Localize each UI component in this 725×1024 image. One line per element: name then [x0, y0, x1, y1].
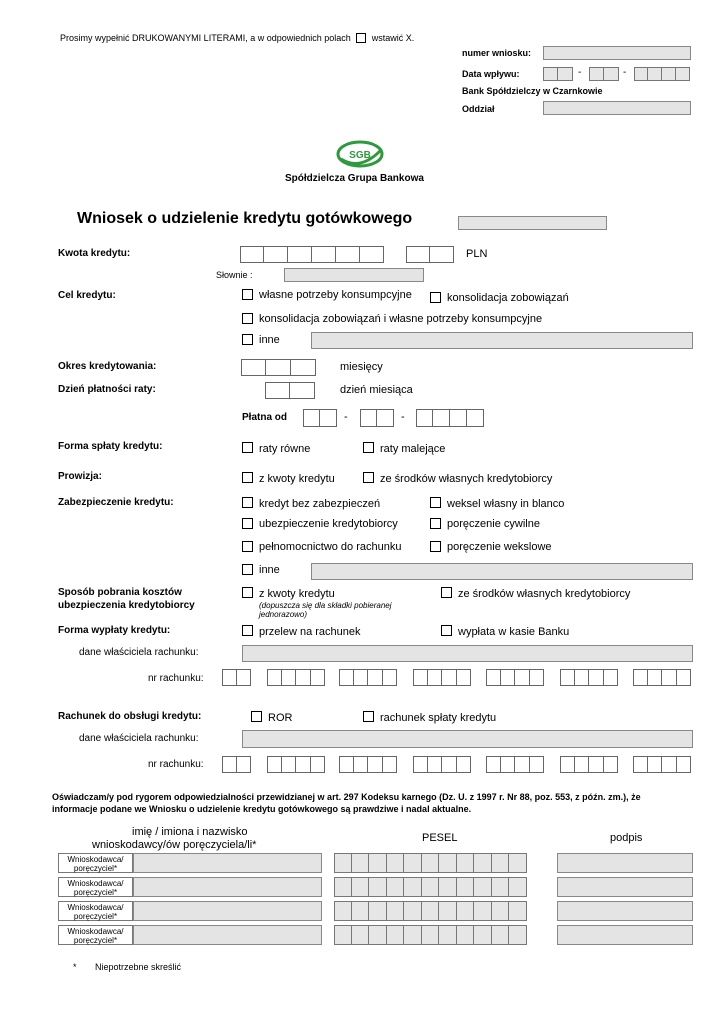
zab-opt6-label: poręczenie wekslowe: [447, 541, 552, 553]
platna-od-day[interactable]: [303, 409, 337, 427]
prowizja-opt2-label: ze środków własnych kredytobiorcy: [380, 473, 553, 485]
zab-opt5-checkbox[interactable]: [242, 541, 253, 552]
oddzial-input[interactable]: [543, 101, 691, 115]
sposob-label2: ubezpieczenia kredytobiorcy: [58, 600, 195, 611]
rachunek-dane-input[interactable]: [242, 730, 693, 748]
pesel-input[interactable]: [334, 877, 527, 897]
przelew-checkbox[interactable]: [242, 625, 253, 636]
przelew-label: przelew na rachunek: [259, 626, 361, 638]
kasa-label: wypłata w kasie Banku: [458, 626, 570, 638]
okres-input[interactable]: [241, 359, 316, 376]
date-dash: -: [623, 67, 627, 78]
sposob-note2: jednorazowo): [259, 610, 308, 619]
signature-row-label: [58, 925, 133, 945]
logo-name: Spółdzielcza Grupa Bankowa: [285, 173, 424, 184]
zab-opt1-checkbox[interactable]: [242, 497, 253, 508]
signer-name-input[interactable]: [133, 853, 322, 873]
zab-opt3-checkbox[interactable]: [242, 518, 253, 529]
date-dash: -: [344, 411, 348, 423]
rachunek-splaty-label: rachunek spłaty kredytu: [380, 712, 497, 724]
row-label-line2: poręczyciel*: [73, 864, 118, 873]
cel-opt4-checkbox[interactable]: [242, 334, 253, 345]
kwota-grosze-input[interactable]: [406, 246, 454, 263]
zab-inne-input[interactable]: [311, 563, 693, 580]
prowizja-label: Prowizja:: [58, 471, 102, 482]
pesel-input[interactable]: [334, 925, 527, 945]
slownie-label: Słownie :: [216, 270, 253, 280]
raty-malejace-checkbox[interactable]: [363, 442, 374, 453]
data-wplywu-day[interactable]: [543, 67, 573, 81]
row-label-line2: poręczyciel*: [73, 888, 118, 897]
zab-opt4-label: poręczenie cywilne: [447, 518, 540, 530]
footnote-bullet: *: [73, 962, 77, 972]
sposob-label1: Sposób pobrania kosztów: [58, 587, 182, 598]
row-label-line1: Wnioskodawca/: [67, 903, 124, 912]
sposob-opt2-label: ze środków własnych kredytobiorcy: [458, 588, 631, 600]
kasa-checkbox[interactable]: [441, 625, 452, 636]
sposob-opt1-checkbox[interactable]: [242, 587, 253, 598]
zab-opt3-label: ubezpieczenie kredytobiorcy: [259, 518, 398, 530]
platna-od-label: Płatna od: [242, 412, 288, 423]
cel-opt1-label: własne potrzeby konsumpcyjne: [259, 289, 412, 301]
account-digit-group[interactable]: [222, 669, 251, 686]
zab-opt2-label: weksel własny in blanco: [447, 498, 565, 510]
numer-wniosku-input[interactable]: [543, 46, 691, 60]
prowizja-opt1-label: z kwoty kredytu: [259, 473, 335, 485]
platna-od-year[interactable]: [416, 409, 484, 427]
zab-opt7-checkbox[interactable]: [242, 564, 253, 575]
sposob-note1: (dopuszcza się dla składki pobieranej: [259, 601, 392, 610]
signature-row-label: [58, 877, 133, 897]
cel-opt3-checkbox[interactable]: [242, 313, 253, 324]
cel-inne-input[interactable]: [311, 332, 693, 349]
account-digit-group[interactable]: [267, 669, 325, 686]
slownie-input[interactable]: [284, 268, 424, 282]
oswiadczenie-line1: Oświadczam/y pod rygorem odpowiedzialności przewidzianej w art. 297 Kodeksu karnego (Dz. U. z 1997 r. Nr 88, poz. 553, z późn. zm.), że: [52, 792, 641, 802]
account-digit-group[interactable]: [633, 669, 691, 686]
account-digit-group[interactable]: [339, 669, 397, 686]
okres-label: Okres kredytowania:: [58, 361, 157, 372]
title-field[interactable]: [458, 216, 607, 230]
zab-opt5-label: pełnomocnictwo do rachunku: [259, 541, 402, 553]
sig-col1-line1: imię / imiona i nazwisko: [132, 826, 248, 838]
footnote-text: Niepotrzebne skreślić: [95, 962, 182, 972]
account-digit-group[interactable]: [560, 669, 618, 686]
ror-checkbox[interactable]: [251, 711, 262, 722]
prowizja-opt1-checkbox[interactable]: [242, 472, 253, 483]
kwota-label: Kwota kredytu:: [58, 248, 131, 259]
account-digit-group[interactable]: [339, 756, 397, 773]
zab-opt1-label: kredyt bez zabezpieczeń: [259, 498, 381, 510]
currency: PLN: [466, 248, 488, 260]
kwota-input[interactable]: [240, 246, 384, 263]
signature-input[interactable]: [557, 901, 693, 921]
example-checkbox: [356, 33, 366, 43]
row-label-line1: Wnioskodawca/: [67, 855, 124, 864]
oswiadczenie-line2: informacje podane we Wniosku o udzielenie kredytu gotówkowego są prawdziwe i nadal aktualne.: [52, 804, 472, 814]
account-digit-group[interactable]: [486, 669, 544, 686]
rachunek-nr-label: nr rachunku:: [148, 759, 204, 770]
bank-name: Bank Spółdzielczy w Czarnkowie: [462, 86, 603, 96]
sig-col2: PESEL: [422, 832, 458, 844]
account-digit-group[interactable]: [633, 756, 691, 773]
dzien-unit: dzień miesiąca: [340, 384, 413, 396]
row-label-line2: poręczyciel*: [73, 936, 118, 945]
cel-opt3-label: konsolidacja zobowiązań i własne potrzeby konsumpcyjne: [259, 313, 543, 325]
zabezpieczenie-label: Zabezpieczenie kredytu:: [58, 497, 174, 508]
cel-opt1-checkbox[interactable]: [242, 289, 253, 300]
cel-opt2-label: konsolidacja zobowiązań: [447, 292, 569, 304]
wyplata-label: Forma wypłaty kredytu:: [58, 625, 171, 636]
account-digit-group[interactable]: [486, 756, 544, 773]
signer-name-input[interactable]: [133, 877, 322, 897]
cel-opt4-label: inne: [259, 334, 280, 346]
signer-name-input[interactable]: [133, 925, 322, 945]
signature-input[interactable]: [557, 853, 693, 873]
forma-splaty-label: Forma spłaty kredytu:: [58, 441, 163, 452]
zab-opt4-checkbox[interactable]: [430, 518, 441, 529]
data-wplywu-year[interactable]: [634, 67, 690, 81]
sposob-opt2-checkbox[interactable]: [441, 587, 452, 598]
signature-row-label: [58, 901, 133, 921]
date-dash: -: [578, 67, 582, 78]
cel-label: Cel kredytu:: [58, 290, 116, 301]
cel-opt2-checkbox[interactable]: [430, 292, 441, 303]
signature-input[interactable]: [557, 877, 693, 897]
account-digit-group[interactable]: [560, 756, 618, 773]
row-label-line2: poręczyciel*: [73, 912, 118, 921]
account-digit-group[interactable]: [267, 756, 325, 773]
signature-input[interactable]: [557, 925, 693, 945]
date-dash: -: [401, 411, 405, 423]
raty-rowne-checkbox[interactable]: [242, 442, 253, 453]
instruction: Prosimy wypełnić DRUKOWANYMI LITERAMI, a w odpowiednich polach wstawić X.: [60, 33, 415, 43]
platna-od-month[interactable]: [360, 409, 394, 427]
prowizja-opt2-checkbox[interactable]: [363, 472, 374, 483]
sgb-logo-icon: [335, 139, 385, 169]
signature-row-label: [58, 853, 133, 873]
account-digit-group[interactable]: [413, 756, 471, 773]
ror-label: ROR: [268, 712, 293, 724]
oddzial-label: Oddział: [462, 104, 495, 114]
account-digit-group[interactable]: [413, 669, 471, 686]
data-wplywu-month[interactable]: [589, 67, 619, 81]
logo-text: SGB: [349, 150, 371, 161]
account-digit-group[interactable]: [222, 756, 251, 773]
wyplata-dane-input[interactable]: [242, 645, 693, 662]
pesel-input[interactable]: [334, 853, 527, 873]
zab-opt2-checkbox[interactable]: [430, 497, 441, 508]
okres-unit: miesięcy: [340, 361, 383, 373]
rachunek-splaty-checkbox[interactable]: [363, 711, 374, 722]
numer-wniosku-label: numer wniosku:: [462, 48, 532, 58]
raty-rowne-label: raty równe: [259, 443, 311, 455]
raty-malejace-label: raty malejące: [380, 443, 446, 455]
signer-name-input[interactable]: [133, 901, 322, 921]
row-label-line1: Wnioskodawca/: [67, 879, 124, 888]
sig-col3: podpis: [610, 832, 643, 844]
dzien-label: Dzień płatności raty:: [58, 384, 156, 395]
dzien-input[interactable]: [265, 382, 315, 399]
data-wplywu-label: Data wpływu:: [462, 69, 520, 79]
zab-opt7-label: inne: [259, 564, 280, 576]
wyplata-dane-label: dane właściciela rachunku:: [79, 647, 199, 658]
pesel-input[interactable]: [334, 901, 527, 921]
page-title: Wniosek o udzielenie kredytu gotówkowego: [77, 210, 413, 227]
row-label-line1: Wnioskodawca/: [67, 927, 124, 936]
sig-col1-line2: wnioskodawcy/ów poręczyciela/li*: [92, 839, 257, 851]
rachunek-label: Rachunek do obsługi kredytu:: [58, 711, 202, 722]
sposob-opt1-label: z kwoty kredytu: [259, 588, 335, 600]
wyplata-nr-label: nr rachunku:: [148, 673, 204, 684]
rachunek-dane-label: dane właściciela rachunku:: [79, 733, 199, 744]
zab-opt6-checkbox[interactable]: [430, 541, 441, 552]
